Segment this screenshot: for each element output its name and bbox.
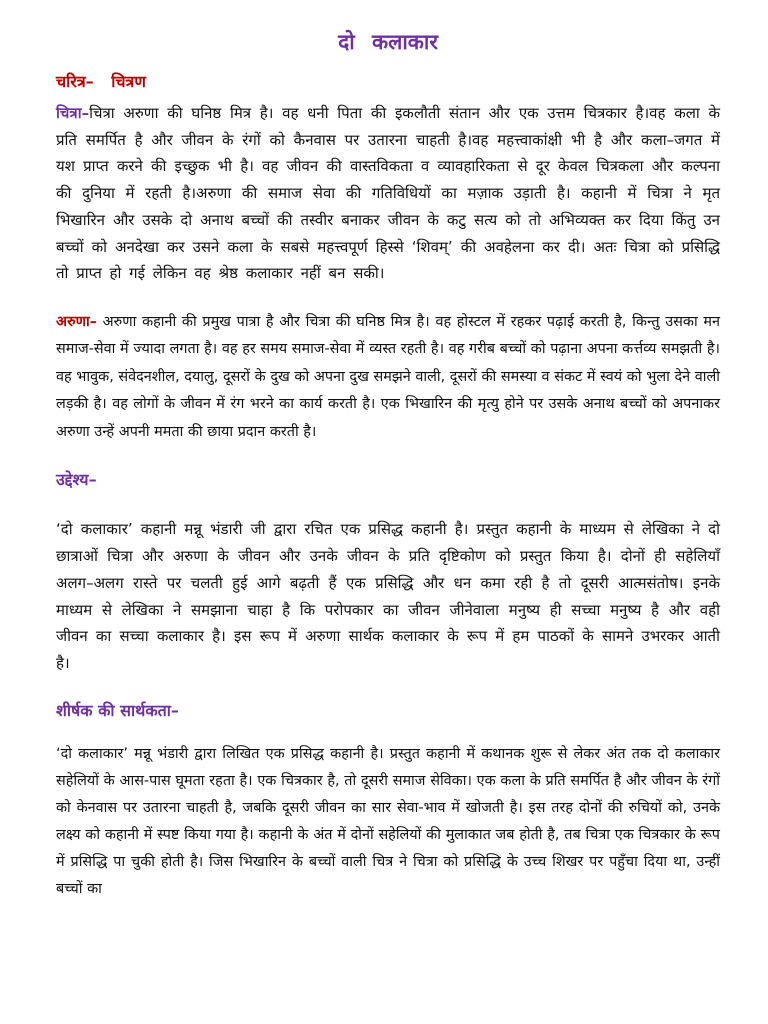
title-significance-paragraph: ‘दो कलाकार’ मन्नू भंडारी द्वारा लिखित एक प्रसिद्ध कहानी है। प्रस्तुत कहानी में कथानक शुरू से लेकर अंत तक दो कलाकार सहेलियों के आस-पास घूमता रहता है। एक चित्रकार है, तो दूसरी समाज सेविका। एक कला के प्रति समर्पित है और जीवन के रंगों को केनवास पर उतारना चाहती है, जबकि दूसरी जीवन का सार सेवा-भाव में खोजती है। इस तरह दोनों की रुचियों को, उनके लक्ष्य को कहानी में स्पष्ट किया गया है। कहानी के अंत में दोनों सहेलियों की मुलाकात जब होती है, तब चित्रा एक चित्रकार के रूप में प्रसिद्धि पा चुकी होती है। जिस भिखारिन के बच्चों वाली चित्र ने चित्रा को प्रसिद्धि के उच्च शिखर पर पहुँचा दिया था, उन्हीं बच्चों का — [56, 745, 720, 897]
chitra-paragraph — [56, 100, 720, 287]
page-title: दो कलाकार — [338, 30, 438, 54]
title-significance-heading: शीर्षक की सार्थकता– — [56, 700, 179, 720]
aruna-paragraph — [56, 309, 720, 447]
aruna-label: अरुणा– — [56, 313, 97, 330]
chitra-text: चित्रा अरुणा की घनिष्ठ मित्र है। वह धनी पिता की इकलौती संतान और एक उत्तम चित्रकार है।वह कला के प्रति समर्पित है और जीवन के रंगों को कैनवास पर उतारना चाहती है।वह महत्त्वाकांक्षी भी है और कला–जगत में यश प्राप्त करने की इच्छुक भी है। वह जीवन की वास्तविकता व व्यावहारिकता से दूर केवल चित्रकला और कल्पना की दुनिया में रहती है।अरुणा की समाज सेवा की गतिविधियों का मज़ाक उड़ाती है। कहानी में चित्रा ने मृत भिखारिन और उसके दो अनाथ बच्चों की तस्वीर बनाकर जीवन के कटु सत्य को तो अभिव्यक्त कर दिया किंतु उन बच्चों को अनदेखा कर उसने कला के सबसे महत्त्वपूर्ण हिस्से ‘शिवम्’ की अवहेलना कर दी। अतः चित्रा को प्रसिद्धि तो प्राप्त हो गई लेकिन वह श्रेष्ठ कलाकार नहीं बन सकी। — [56, 104, 720, 283]
chitra-label: चित्रा– — [56, 104, 90, 122]
aruna-text: अरुणा कहानी की प्रमुख पात्रा है और चित्रा की घनिष्ठ मित्र है। वह होस्टल में रहकर पढ़ाई करती है, किन्तु उसका मन समाज-सेवा में ज्यादा लगता है। वह हर समय समाज-सेवा में व्यस्त रहती है। वह गरीब बच्चों को पढ़ाना अपना कर्त्तव्य समझती है। वह भावुक, संवेदनशील, दयालु, दूसरों के दुख को अपना दुख समझने वाली, दूसरों की समस्या व संकट में स्वयं को भुला देने वाली लड़की है। वह लोगों के जीवन में रंग भरने का कार्य करती है। एक भिखारिन की मृत्यु होने पर उसके अनाथ बच्चों को अपनाकर अरुणा उन्हें अपनी ममता की छाया प्रदान करती है। — [56, 313, 720, 440]
characterization-heading: चरित्र– चित्रण — [56, 72, 146, 91]
objective-heading: उद्देश्य– — [56, 470, 97, 490]
objective-paragraph: ‘दो कलाकार’ कहानी मन्नू भंडारी जी द्वारा रचित एक प्रसिद्ध कहानी है। प्रस्तुत कहानी के माध्यम से लेखिका ने दो छात्राओं चित्रा और अरुणा के जीवन और उनके जीवन के प्रति दृष्टिकोण को प्रस्तुत किया है। दोनों ही सहेलियाँ अलग–अलग रास्ते पर चलती हुई आगे बढ़ती हैं एक प्रसिद्धि और धन कमा रही है तो दूसरी आत्मसंतोष। इनके माध्यम से लेखिका ने समझाना चाहा है कि परोपकार का जीवन जीनेवाला मनुष्य ही सच्चा मनुष्य है और वही जीवन का सच्चा कलाकार है। इस रूप में अरुणा सार्थक कलाकार के रूप में हम पाठकों के सामने उभरकर आती है। — [56, 520, 720, 672]
